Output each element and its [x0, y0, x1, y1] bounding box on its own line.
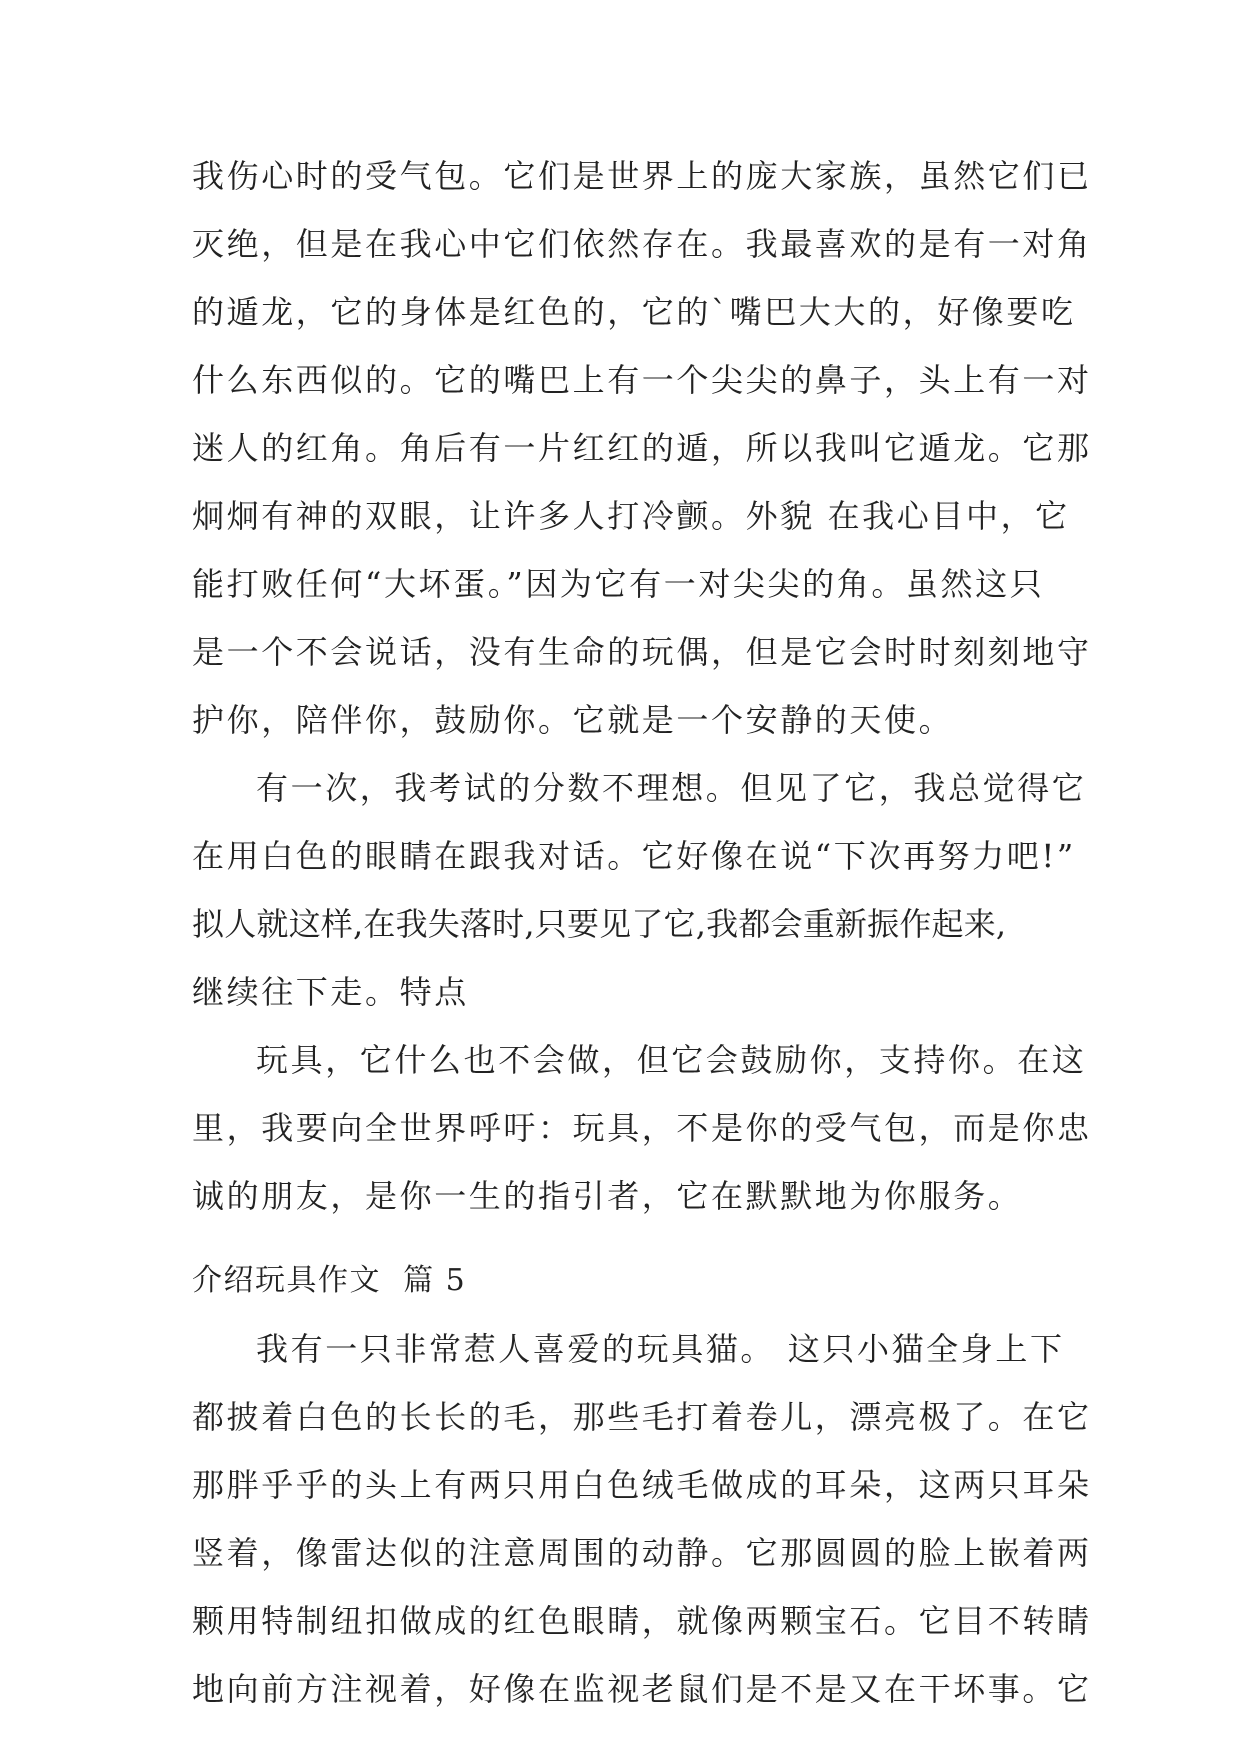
paragraph-line: 有一次，我考试的分数不理想。但见了它，我总觉得它: [256, 769, 1087, 807]
paragraph-line: 拟人就这样,在我失落时,只要见了它,我都会重新振作起来,: [192, 905, 1007, 943]
paragraph-line: 都披着白色的长长的毛，那些毛打着卷儿，漂亮极了。在它: [192, 1398, 1092, 1436]
paragraph-line: 灭绝，但是在我心中它们依然存在。我最喜欢的是有一对角: [192, 225, 1092, 263]
paragraph-line: 能打败任何“大坏蛋。”因为它有一对尖尖的角。虽然这只: [192, 565, 1045, 603]
paragraph-line: 在用白色的眼睛在跟我对话。它好像在说“下次再努力吧!”: [192, 837, 1076, 875]
paragraph-line: 迷人的红角。角后有一片红红的遁，所以我叫它遁龙。它那: [192, 429, 1092, 467]
paragraph-line: 护你，陪伴你，鼓励你。它就是一个安静的天使。: [192, 701, 954, 739]
paragraph-line: 我伤心时的受气包。它们是世界上的庞大家族，虽然它们已: [192, 157, 1092, 195]
paragraph-line: 什么东西似的。它的嘴巴上有一个尖尖的鼻子，头上有一对: [192, 361, 1092, 399]
section-heading: 介绍玩具作文 篇 5: [192, 1263, 467, 1298]
paragraph-line: 炯炯有神的双眼，让许多人打冷颤。外貌 在我心目中，它: [192, 497, 1070, 535]
paragraph-line: 的遁龙，它的身体是红色的，它的`嘴巴大大的，好像要吃: [192, 293, 1076, 331]
paragraph-line: 继续往下走。特点: [192, 973, 469, 1011]
paragraph-line: 里，我要向全世界呼吁：玩具，不是你的受气包，而是你忠: [192, 1109, 1092, 1147]
paragraph-line: 是一个不会说话，没有生命的玩偶，但是它会时时刻刻地守: [192, 633, 1092, 671]
paragraph-line: 地向前方注视着，好像在监视老鼠们是不是又在干坏事。它: [192, 1670, 1092, 1708]
paragraph-line: 我有一只非常惹人喜爱的玩具猫。 这只小猫全身上下: [256, 1330, 1065, 1368]
paragraph-line: 玩具，它什么也不会做，但它会鼓励你，支持你。在这: [256, 1041, 1087, 1079]
paragraph-line: 那胖乎乎的头上有两只用白色绒毛做成的耳朵，这两只耳朵: [192, 1466, 1092, 1504]
paragraph-line: 竖着，像雷达似的注意周围的动静。它那圆圆的脸上嵌着两: [192, 1534, 1092, 1572]
paragraph-line: 颗用特制纽扣做成的红色眼睛，就像两颗宝石。它目不转睛: [192, 1602, 1092, 1640]
paragraph-line: 诚的朋友，是你一生的指引者，它在默默地为你服务。: [192, 1177, 1023, 1215]
